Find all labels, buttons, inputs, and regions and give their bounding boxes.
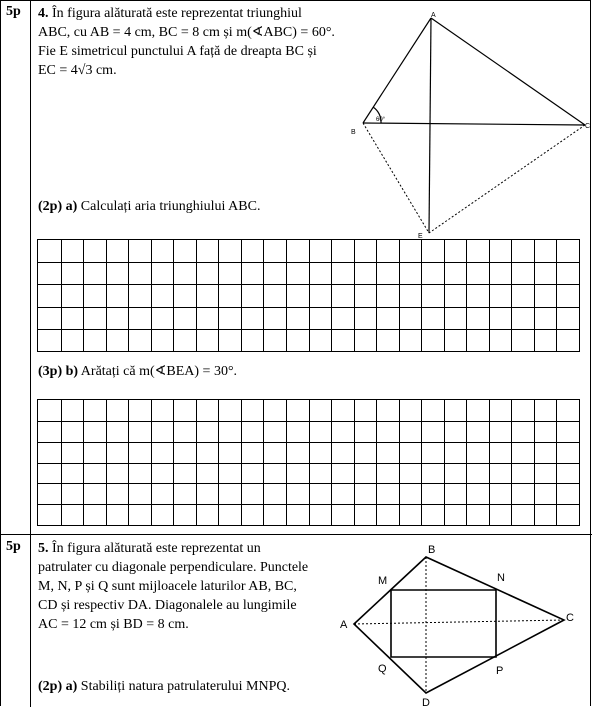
problem4-statement bbox=[38, 4, 335, 80]
problem5-line3: M, N, P și Q sunt mijloacele laturilor AB, BC, bbox=[38, 579, 297, 594]
problem5-points: 5p bbox=[6, 539, 21, 554]
p5-qa-letter: a) bbox=[62, 679, 78, 694]
problem4-number: 4. bbox=[38, 6, 49, 21]
label-C: C bbox=[585, 123, 591, 130]
problem4-line1 bbox=[38, 4, 335, 23]
problem4-line3: Fie E simetricul punctului A față de dreapta BC și bbox=[38, 44, 317, 59]
triangle-figure bbox=[340, 8, 592, 240]
quad-label-M: M bbox=[378, 575, 388, 587]
problem5-number: 5. bbox=[38, 541, 49, 556]
angle-label: 60° bbox=[376, 117, 386, 123]
problem5-line4: CD și respectiv DA. Diagonalele au lungimile bbox=[38, 598, 297, 613]
problem5-line1-text: În figura alăturată este reprezentat un bbox=[48, 541, 261, 556]
quad-label-P: P bbox=[496, 665, 504, 677]
quad-label-Q: Q bbox=[378, 663, 387, 675]
quad-label-C: C bbox=[566, 612, 574, 624]
problem-separator bbox=[0, 534, 592, 535]
problem5-statement bbox=[38, 539, 308, 634]
quad-label-N: N bbox=[497, 572, 505, 584]
problem5-line5: AC = 12 cm și BD = 8 cm. bbox=[38, 617, 189, 632]
quad-label-B: B bbox=[428, 544, 436, 556]
problem4-line2: ABC, cu AB = 4 cm, BC = 8 cm și m(∢ABC) = 60°. bbox=[38, 25, 335, 40]
qa-letter: a) bbox=[62, 199, 78, 214]
qb-points: (3p) bbox=[38, 364, 63, 379]
quad-label-A: A bbox=[340, 619, 348, 631]
quadrilateral-figure bbox=[336, 540, 588, 707]
p5-qa-text: Stabiliți natura patrulaterului MNPQ. bbox=[77, 679, 290, 694]
p5-qa-points: (2p) bbox=[38, 679, 63, 694]
answer-grid-a[interactable] bbox=[37, 239, 580, 352]
problem4-line1-text: În figura alăturată este reprezentat triunghiul bbox=[48, 6, 302, 21]
answer-grid-b[interactable] bbox=[37, 399, 580, 526]
problem4-points: 5p bbox=[6, 4, 21, 19]
problem4-question-b bbox=[38, 362, 237, 381]
qb-text: Arătați că m(∢BEA) = 30°. bbox=[78, 364, 238, 379]
problem4-line4: EC = 4√3 cm. bbox=[38, 63, 117, 78]
points-column-divider bbox=[30, 0, 31, 707]
label-A: A bbox=[431, 12, 436, 19]
qa-points: (2p) bbox=[38, 199, 63, 214]
label-E: E bbox=[418, 233, 423, 240]
problem5-question-a bbox=[38, 677, 290, 696]
quad-label-D: D bbox=[422, 697, 430, 707]
problem4-question-a bbox=[38, 197, 260, 216]
qb-letter: b) bbox=[62, 364, 79, 379]
problem5-line1 bbox=[38, 539, 308, 558]
problem5-line2: patrulater cu diagonale perpendiculare. Punctele bbox=[38, 560, 309, 575]
qa-text: Calculați aria triunghiului ABC. bbox=[77, 199, 261, 214]
label-B: B bbox=[351, 129, 356, 136]
